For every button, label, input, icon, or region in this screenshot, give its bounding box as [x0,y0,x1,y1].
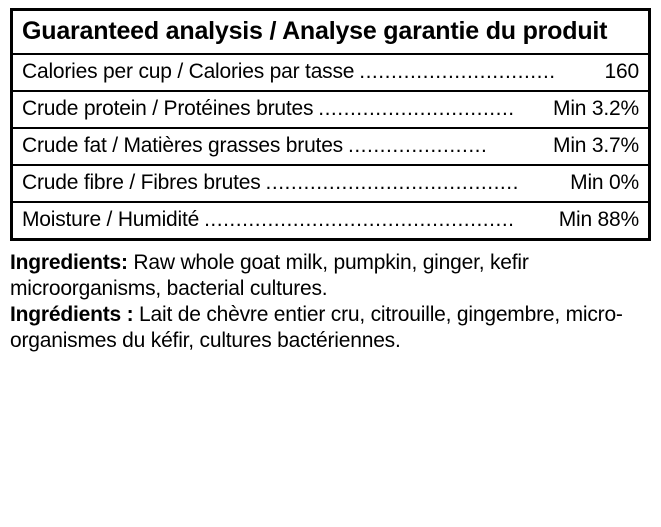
table-row [13,129,648,166]
ingredients-label-fr: Ingrédients [10,303,121,327]
ingredients-separator-en: : [120,251,128,274]
nutrient-name: Moisture / Humidité [22,208,200,231]
ingredients-english [10,250,651,301]
ingredients-french [10,302,651,353]
guaranteed-analysis-header: Guaranteed analysis / Analyse garantie du produit [13,11,648,55]
ingredients-text-fr: Lait de chèvre entier cru, citrouille, gingembre, micro-organismes du kéfir, cultures bactériennes. [10,303,623,352]
guaranteed-analysis-table [10,8,651,241]
nutrient-value: 160 [604,60,639,83]
leader-dots: ........................................ [265,172,519,193]
ingredients-label-en: Ingredients [10,251,121,274]
leader-dots: ...................... [347,135,488,156]
ingredients-separator-fr: : [120,303,134,327]
table-row [13,166,648,203]
nutrient-value: Min 0% [570,171,639,194]
ingredients-section [10,250,651,353]
nutrient-name: Crude protein / Protéines brutes [22,97,314,120]
table-row [13,203,648,238]
nutrient-value: Min 3.7% [553,134,639,157]
ingredients-text-en: Raw whole goat milk, pumpkin, ginger, kefir microorganisms, bacterial cultures. [10,251,529,300]
leader-dots: ............................... [318,98,515,119]
table-row [13,92,648,129]
nutrient-value: Min 3.2% [553,97,639,120]
leader-dots: ................................................. [204,209,515,230]
nutrient-name: Crude fat / Matières grasses brutes [22,134,343,157]
table-row [13,55,648,92]
nutrient-name: Crude fibre / Fibres brutes [22,171,261,194]
nutrient-value: Min 88% [558,208,639,231]
leader-dots: ............................... [359,61,556,82]
nutrient-name: Calories per cup / Calories par tasse [22,60,355,83]
